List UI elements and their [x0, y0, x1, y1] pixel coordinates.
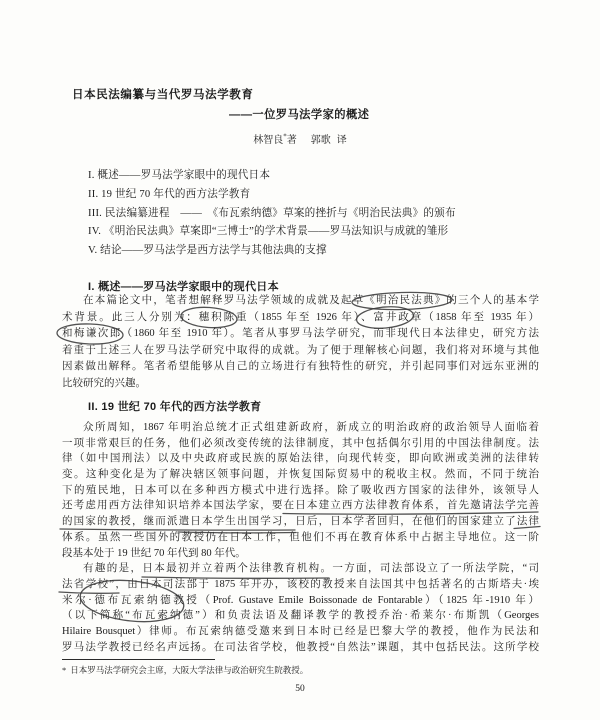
footnote-marker: *: [62, 665, 67, 675]
translator-role: 译: [336, 135, 347, 146]
table-of-contents: [88, 167, 456, 261]
text-line: 段基本处于 19 世纪 70 年代到 80 年代。: [62, 547, 246, 559]
text-line: 有趣的是，日本最初并立着两个法律教育机构。一方面，司法部设立了一所法学院，“司: [83, 563, 539, 575]
author-role: 著: [286, 135, 297, 146]
text-line: 米尔·德布瓦索纳德教授（Prof. Gustave Emile Boissonade de Fontarable）（1825 年-1910 年）: [62, 594, 539, 606]
text-line: 因素做出解释。笔者希望能够从自己的立场进行有独特性的研究，并引起同事们对远东亚洲的: [62, 361, 539, 372]
text-line: 着重于上述三人在罗马法学研究中取得的成就。为了便于理解核心问题，我们将对环境与其他: [62, 344, 539, 356]
text-line: 一项非常艰巨的任务，他们必须改变传统的法律制度，其中包括偶尔引用的中国法律制度。法: [62, 437, 539, 449]
article-title: 日本民法编纂与当代罗马法学教育: [72, 89, 254, 101]
section-1-heading: I. 概述——罗马法学家眼中的现代日本: [88, 281, 279, 293]
footnote-text: 日本罗马法学研究会主席，大阪大学法律与政治研究生院教授。: [70, 665, 309, 675]
toc-item: II. 19 世纪 70 年代的西方法学教育: [88, 188, 251, 200]
text-line: 比较研究的兴趣。: [62, 377, 146, 389]
section-2-paragraphs: [62, 420, 539, 655]
text-line: 在本篇论文中，笔者想解释罗马法学领域的成就及起草《明治民法典》的三个人的基本学: [83, 295, 539, 306]
text-line: 众所周知，1867 年明治总统才正式组建新政府，新成立的明治政府的政治领导人面临着: [83, 422, 539, 433]
toc-item: I. 概述——罗马法学家眼中的现代日本: [88, 170, 271, 181]
text-line: 术背景。此三人分别为：穗积陈重（1855 年至 1926 年）、富井政章（1858 年至 1935 年）: [62, 311, 539, 323]
text-line: 的国家的教授，继而派遣日本学生出国学习，日后，日本学者回归，在他们的国家建立了法律: [62, 516, 539, 528]
author-name: 林智良: [253, 135, 284, 146]
author-footnote-mark: *: [283, 132, 287, 141]
article-subtitle: ——一位罗马法学家的概述: [229, 109, 370, 121]
text-line: Hilaire Bousquet）律师。布瓦索纳德受邀来到日本时已经是巴黎大学的教授，他作为民法和: [62, 625, 539, 637]
text-line: 律（如中国刑法）以及中央政府或民族的原始法律，向现代转变，即向欧洲或美洲的法律转: [62, 453, 539, 465]
toc-item: III. 民法编纂进程 —— 《布瓦索纳德》草案的挫折与《明治民法典》的颁布: [88, 207, 456, 219]
toc-item: IV. 《明治民法典》草案即“三博士”的学术背景——罗马法知识与成就的雏形: [88, 226, 449, 238]
text-line: 和梅谦次郎（1860 年至 1910 年）。笔者从事罗马法学研究，而非现代日本法律史，研究方法: [62, 328, 539, 339]
text-line: 变。这种变化是为了解决辖区领事问题，并恢复国际贸易中的税收主权。然而，不同于统治: [62, 469, 539, 481]
translator-name: 郭歌: [310, 135, 331, 146]
footnote-separator: [62, 659, 215, 660]
text-line: 下的殖民地，日本可以在多种西方模式中进行选择。除了吸收西方国家的法律外，该领导人: [62, 484, 539, 496]
text-line: 还考虑用西方法律知识培养本国法学家，要在日本建立西方法律教育体系，首先邀请法学完善: [62, 500, 539, 512]
text-line: （以下简称“布瓦索纳德”）和负责法语及翻译教学的教授乔治·希莱尔·布斯凯（Georges: [62, 610, 539, 622]
text-line: 法省学校”，由日本司法部于 1875 年开办，该校的教授来自法国其中包括著名的古斯塔夫·埃: [62, 578, 539, 590]
text-line: 体系。虽然一些国外的教授仍在日本工作，但他们不再在教育体系中占据主导地位。这一阶: [62, 531, 539, 543]
author-line: [0, 131, 600, 146]
page-number: 50: [295, 684, 305, 694]
section-2-heading: II. 19 世纪 70 年代的西方法学教育: [88, 401, 262, 413]
section-1-paragraph: [62, 293, 539, 392]
footnote: [62, 664, 539, 676]
toc-item: V. 结论——罗马法学是西方法学与其他法典的支撑: [88, 245, 327, 257]
text-line: 罗马法学教授已经名声远扬。在司法省学校，他教授“自然法”课题，其中包括民法。这所学校: [62, 641, 539, 653]
